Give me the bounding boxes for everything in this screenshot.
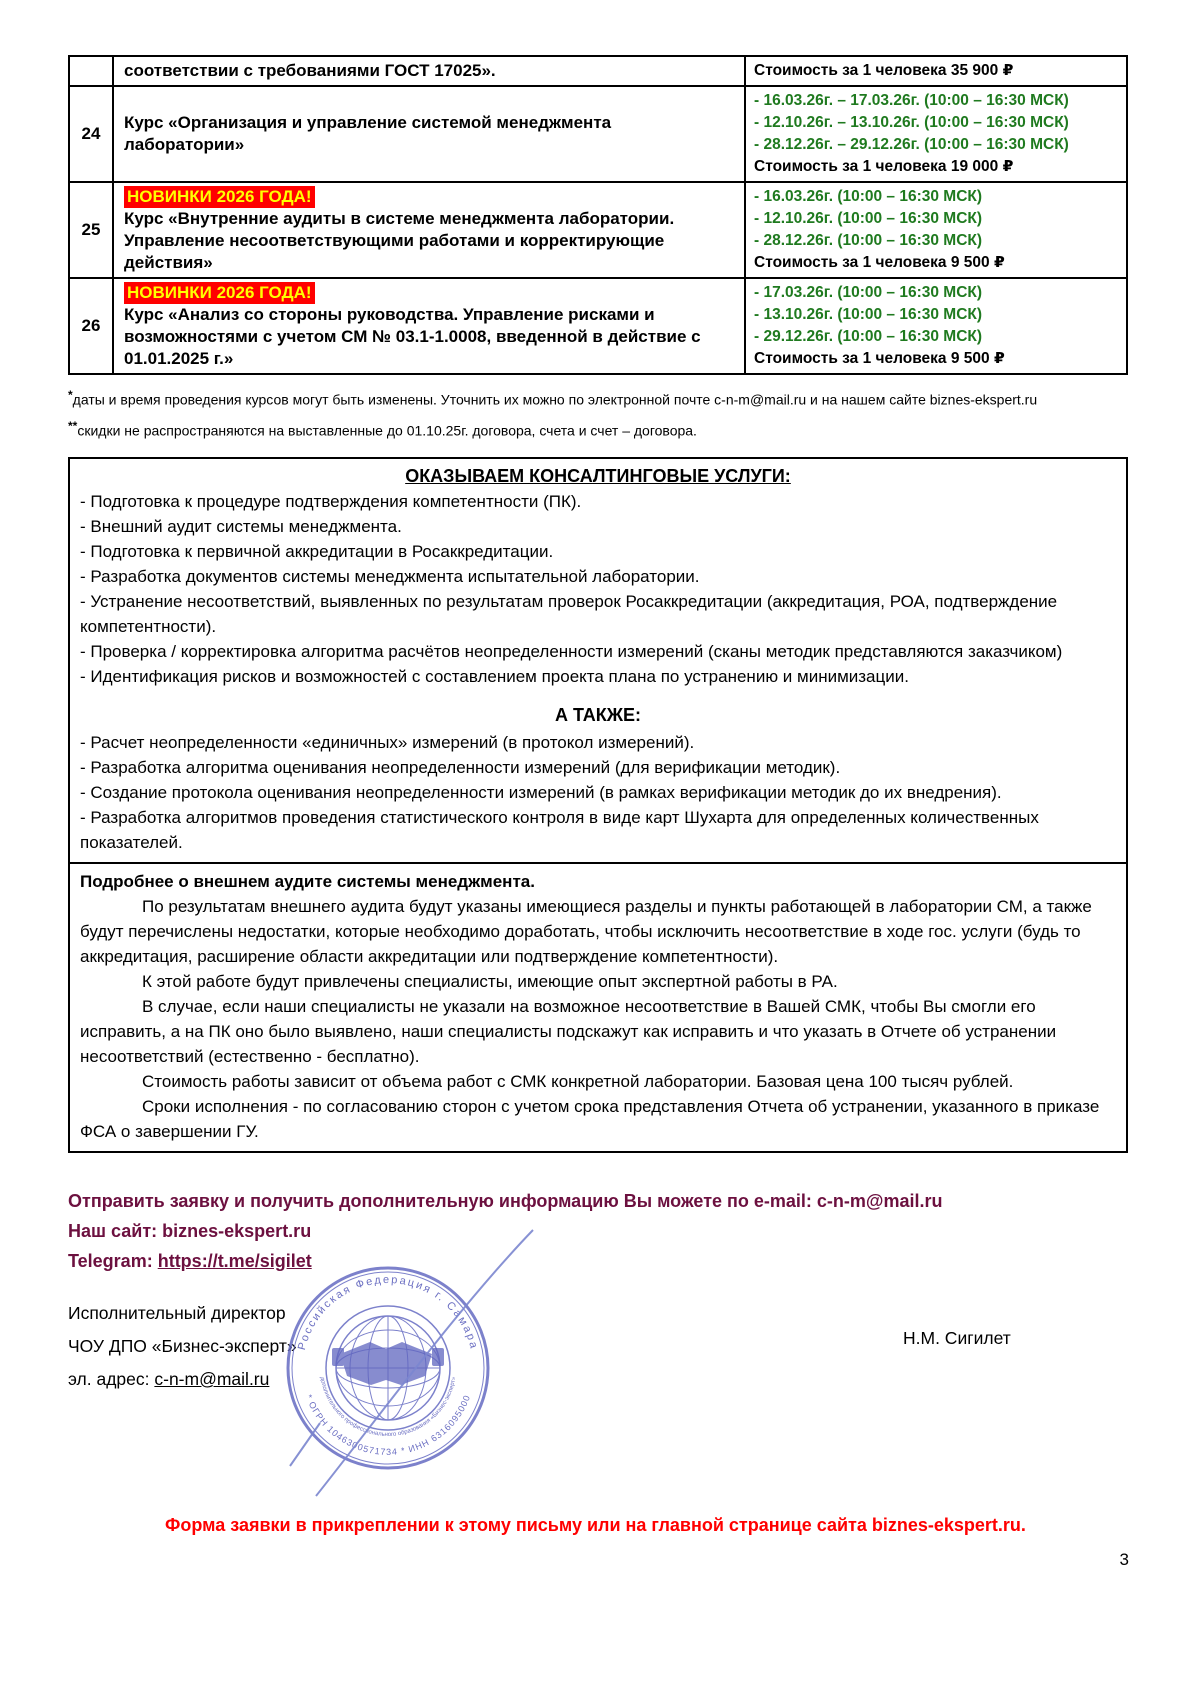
director-title: Исполнительный директор: [68, 1303, 286, 1323]
course-cell: [113, 86, 745, 182]
row-number: 26: [69, 278, 113, 374]
course-cell: [113, 278, 745, 374]
price-line: Стоимость за 1 человека 9 500 ₽: [754, 350, 1005, 367]
handshake-icon: [332, 1342, 444, 1385]
application-form-note: Форма заявки в прикреплении к этому письму или на главной странице сайта biznes-ekspert.ru.: [165, 1515, 1026, 1535]
signature-email-line: эл. адрес: c-n-m@mail.ru: [68, 1369, 270, 1389]
table-row-26: [69, 278, 1127, 374]
dates-cell: [745, 278, 1127, 374]
contact-telegram-line: Telegram: https://t.me/sigilet: [68, 1251, 312, 1271]
course-date: - 12.10.26г. – 13.10.26г. (10:00 – 16:30 МСК): [754, 114, 1069, 131]
svg-text:* ОГРН 1046300571734 * ИНН 631: [304, 1393, 473, 1457]
contact-site-line: Наш сайт: biznes-ekspert.ru: [68, 1221, 312, 1241]
service-item: - Расчет неопределенности «единичных» измерений (в протокол измерений).: [80, 733, 695, 753]
director-name: Н.М. Сигилет: [903, 1328, 1011, 1348]
email-link[interactable]: c-n-m@mail.ru: [816, 1191, 943, 1211]
service-item: - Разработка алгоритмов проведения статистического контроля в виде карт Шухарта для определенных количественных показателей.: [80, 808, 1039, 853]
new-2026-badge: НОВИНКИ 2026 ГОДА!: [124, 186, 315, 208]
svg-text:дополнительного профессиональн: [319, 1376, 458, 1438]
footnote-discounts: **скидки не распространяются на выставленные до 01.10.25г. договора, счета и счет – договора.: [68, 418, 697, 439]
table-row-continuation: [69, 56, 1127, 86]
course-date: - 28.12.26г. – 29.12.26г. (10:00 – 16:30 МСК): [754, 136, 1069, 153]
footnote-marker: **: [68, 418, 78, 433]
service-item: - Разработка документов системы менеджмента испытательной лаборатории.: [80, 567, 700, 587]
dates-cell: [745, 182, 1127, 278]
course-title: соответствии с требованиями ГОСТ 17025».: [124, 61, 496, 80]
audit-paragraph: Сроки исполнения - по согласованию сторон с учетом срока представления Отчета об устранении, указанного в приказе ФСА о завершении ГУ.: [80, 1097, 1100, 1142]
service-item: - Устранение несоответствий, выявленных по результатам проверок Росаккредитации (аккредитация, РОА, подтверждение компетентности).: [80, 592, 1058, 637]
svg-text:Российская Федерация г. Самара: [296, 1274, 480, 1351]
contact-email-line: Отправить заявку и получить дополнительную информацию Вы можете по e-mail: c-n-m@mail.ru: [68, 1191, 943, 1211]
course-date: - 13.10.26г. (10:00 – 16:30 МСК): [754, 306, 983, 323]
external-audit-box: [68, 862, 1128, 1153]
also-title: А ТАКЖЕ:: [554, 705, 642, 726]
dates-cell: [745, 86, 1127, 182]
footnote-dates: *даты и время проведения курсов могут быть изменены. Уточнить их можно по электронной почте c-n-m@mail.ru и на нашем сайте biznes-ekspert.ru: [68, 388, 1038, 408]
service-item: - Идентификация рисков и возможностей с составлением проекта плана по устранению и минимизации.: [80, 667, 909, 687]
audit-paragraph: К этой работе будут привлечены специалисты, имеющие опыт экспертной работы в РА.: [142, 972, 838, 992]
price-line: Стоимость за 1 человека 19 000 ₽: [754, 158, 1014, 175]
seal-text-bottom: * ОГРН 1046300571734 * ИНН 6316095000: [303, 1393, 473, 1458]
dates-cell: [745, 56, 1127, 86]
website-link[interactable]: biznes-ekspert.ru: [162, 1221, 312, 1241]
row-number: 24: [69, 86, 113, 182]
service-item: - Разработка алгоритма оценивания неопределенности измерений (для верификации методик).: [80, 758, 841, 778]
course-date: - 17.03.26г. (10:00 – 16:30 МСК): [754, 284, 983, 301]
course-date: - 12.10.26г. (10:00 – 16:30 МСК): [754, 210, 983, 227]
consulting-services-box: [68, 457, 1128, 864]
price-line: Стоимость за 1 человека 35 900 ₽: [754, 62, 1014, 79]
course-cell: [113, 56, 745, 86]
course-title: Курс «Анализ со стороны руководства. Управление рисками и возможностями с учетом СМ № 03.1-1.0008, введенной в действие с 01.01.2025 г.»: [124, 305, 701, 368]
page-number: 3: [1119, 1550, 1129, 1569]
course-date: - 29.12.26г. (10:00 – 16:30 МСК): [754, 328, 983, 345]
service-item: - Внешний аудит системы менеджмента.: [80, 517, 402, 537]
footnotes: [68, 382, 1128, 443]
new-2026-badge: НОВИНКИ 2026 ГОДА!: [124, 282, 315, 304]
row-number: 25: [69, 182, 113, 278]
footnote-marker: *: [68, 388, 73, 402]
audit-paragraph: Стоимость работы зависит от объема работ с СМК конкретной лаборатории. Базовая цена 100 тысяч рублей.: [142, 1072, 1014, 1092]
course-title: Курс «Организация и управление системой менеджмента лаборатории»: [124, 113, 612, 154]
courses-table: [68, 55, 1128, 375]
table-row-24: [69, 86, 1127, 182]
service-item: - Подготовка к процедуре подтверждения компетентности (ПК).: [80, 492, 582, 512]
email-link[interactable]: c-n-m@mail.ru: [154, 1369, 270, 1389]
course-date: - 16.03.26г. – 17.03.26г. (10:00 – 16:30 МСК): [754, 92, 1069, 109]
service-item: - Проверка / корректировка алгоритма расчётов неопределенности измерений (сканы методик представляются заказчиком): [80, 642, 1063, 662]
telegram-link[interactable]: https://t.me/sigilet: [157, 1251, 312, 1271]
audit-heading: Подробнее о внешнем аудите системы менеджмента.: [80, 872, 535, 892]
course-cell: [113, 182, 745, 278]
service-item: - Подготовка к первичной аккредитации в Росаккредитации.: [80, 542, 554, 562]
audit-paragraph: По результатам внешнего аудита будут указаны имеющиеся разделы и пункты работающей в лаборатории СМ, а также будут перечислены недостатки, которые необходимо доработать, чтобы исключить несоответствие в ходе гос. услуги (будь то аккредитация, расширение области аккредитации или подтверждение компетентности).: [80, 897, 1092, 967]
contact-block: [68, 1186, 943, 1276]
service-item: - Создание протокола оценивания неопределенности измерений (в рамках верификации методик до их внедрения).: [80, 783, 1002, 803]
audit-paragraph: В случае, если наши специалисты не указали на возможное несоответствие в Вашей СМК, чтобы Вы смогли его исправить, а на ПК оно было выявлено, наши специалисты подскажут как исправить и что указать в Отчете об устранении несоответствий (естественно - бесплатно).: [80, 997, 1057, 1067]
row-number: [69, 56, 113, 86]
services-title: ОКАЗЫВАЕМ КОНСАЛТИНГОВЫЕ УСЛУГИ:: [405, 466, 791, 487]
table-row-25: [69, 182, 1127, 278]
course-date: - 16.03.26г. (10:00 – 16:30 МСК): [754, 188, 983, 205]
organization-name: ЧОУ ДПО «Бизнес-эксперт»: [68, 1336, 297, 1356]
price-line: Стоимость за 1 человека 9 500 ₽: [754, 254, 1005, 271]
course-date: - 28.12.26г. (10:00 – 16:30 МСК): [754, 232, 983, 249]
seal-text-top: Российская Федерация г. Самара: [295, 1273, 481, 1352]
signature-block: [68, 1297, 297, 1396]
course-title: Курс «Внутренние аудиты в системе менеджмента лаборатории. Управление несоответствующими работами и корректирующие действия»: [124, 209, 675, 272]
seal-text-inner: дополнительного профессионального образования «Бизнес-эксперт»: [318, 1376, 458, 1439]
